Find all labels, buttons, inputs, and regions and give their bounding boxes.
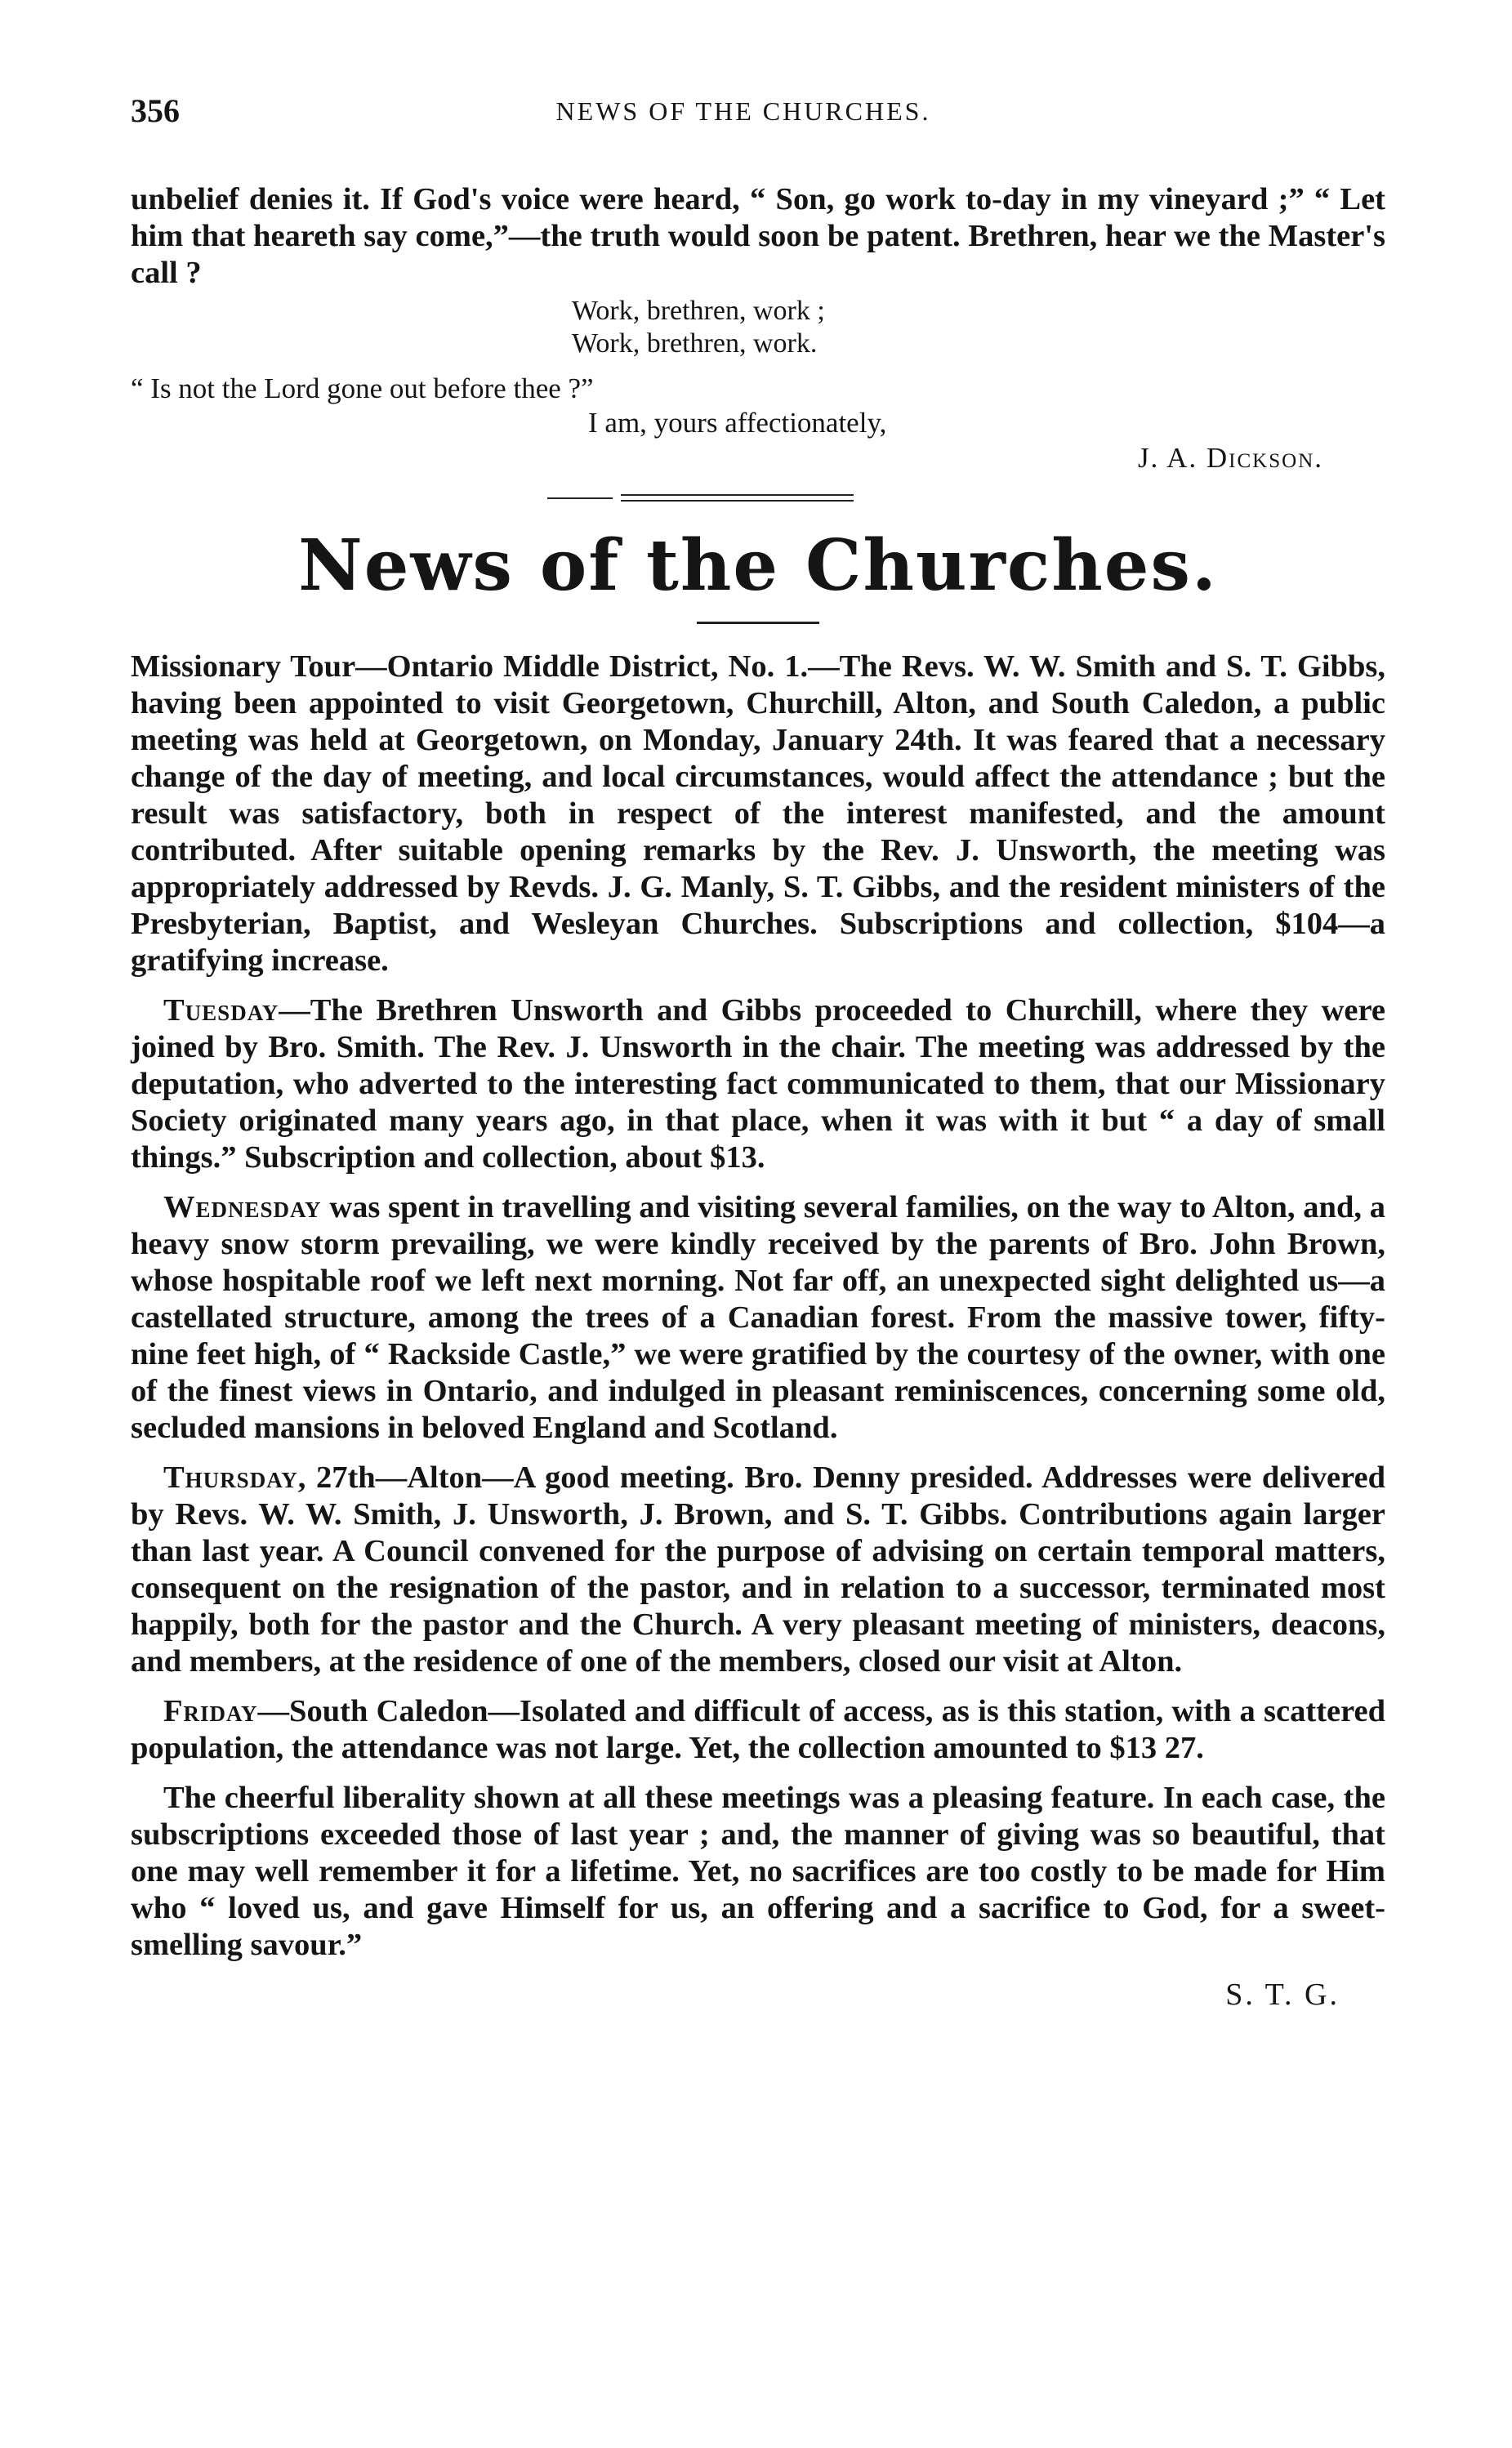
section-divider xyxy=(131,494,1385,502)
running-head: NEWS OF THE CHURCHES. xyxy=(555,96,931,126)
article-lead: Wednesday xyxy=(163,1190,322,1224)
article-paragraph xyxy=(131,649,1385,979)
article-paragraph xyxy=(131,1189,1385,1447)
letter-paragraph: unbelief denies it. If God's voice were heard, “ Son, go work to-day in my vineyard ;” “ Let him that heareth say come,”—the truth would soon be patent. Brethren, hear we the Master's call ? xyxy=(131,182,1385,290)
article-lead: Tuesday xyxy=(163,993,279,1028)
article-signature: S. T. G. xyxy=(1225,1978,1340,2012)
article-text: —The Revs. W. W. Smith and S. T. Gibbs, having been appointed to visit Georgetown, Churchill, Alton, and South Caledon, a public meeting was held at Georgetown, on Monday, January 24th. It was feared that a necessary change of the day of meeting, and local circumstances, would affect the attendance ; but the result was satisfactory, both in respect of the interest manifested, and the amount contributed. After suitable opening remarks by the Rev. J. Unsworth, the meeting was appropriately addressed by Revds. J. G. Manly, S. T. Gibbs, and the resident ministers of the Presbyterian, Baptist, and Wesleyan Churches. Subscriptions and collection, $104—a gratifying increase. xyxy=(131,649,1385,978)
article-text: —The Brethren Unsworth and Gibbs proceeded to Churchill, where they were joined by Bro. Smith. The Rev. J. Unsworth in the chair. The meeting was addressed by the deputation, who adverted to the interesting fact communicated to them, that our Missionary Society originated many years ago, in that place, when it was with it but “ a day of small things.” Subscription and collection, about $13. xyxy=(131,993,1385,1175)
article-text: was spent in travelling and visiting several families, on the way to Alton, and, a heavy snow storm prevailing, we were kindly received by the parents of Bro. John Brown, whose hospitable roof we left next morning. Not far off, an unexpected sight delighted us—a castellated structure, among the trees of a Canadian forest. From the massive tower, fifty-nine feet high, of “ Rackside Castle,” we were gratified by the courtesy of the owner, with one of the finest views in Ontario, and indulged in pleasant reminiscences, concerning some old, secluded mansions in beloved England and Scotland. xyxy=(131,1190,1385,1445)
article-lead: Missionary Tour—Ontario Middle District, No. 1. xyxy=(131,649,809,684)
letter-signature: J. A. Dickson. xyxy=(1137,442,1323,474)
section-title: News of the Churches. xyxy=(298,524,1218,607)
poem-line: Work, brethren, work. xyxy=(572,328,818,359)
article-text: The cheerful liberality shown at all these meetings was a pleasing feature. In each case, the subscriptions exceeded those of last year ; and, the manner of giving was so beautiful, that one may well remember it for a lifetime. Yet, no sacrifices are too costly to be made for Him who “ loved us, and gave Himself for us, an offering and a sacrifice to God, for a sweet-smelling savour.” xyxy=(131,1781,1385,1962)
article-lead: Friday xyxy=(163,1694,258,1728)
article-text: —South Caledon—Isolated and difficult of access, as is this station, with a scattered population, the attendance was not large. Yet, the collection amounted to $13 27. xyxy=(131,1694,1385,1765)
article-text: , 27th—Alton—A good meeting. Bro. Denny presided. Addresses were delivered by Revs. W. W. Smith, J. Unsworth, J. Brown, and S. T. Gibbs. Contributions again larger than last year. A Council convened for the purpose of advising on certain temporal matters, consequent on the resignation of the pastor, and in relation to a successor, terminated most happily, both for the pastor and the Church. A very pleasant meeting of ministers, deacons, and members, at the residence of one of the members, closed our visit at Alton. xyxy=(131,1460,1385,1679)
page-number: 356 xyxy=(131,92,180,129)
article-lead: Thursday xyxy=(163,1460,298,1495)
article-paragraph xyxy=(131,1460,1385,1680)
letter-closing: I am, yours affectionately, xyxy=(588,407,887,439)
scripture-quote: “ Is not the Lord gone out before thee ?” xyxy=(131,372,594,404)
poem-line: Work, brethren, work ; xyxy=(572,296,825,326)
page-header xyxy=(131,91,1389,140)
poem xyxy=(572,295,1385,360)
page-content xyxy=(131,181,1385,2013)
article-paragraph xyxy=(131,1780,1385,1964)
article-paragraph xyxy=(131,1693,1385,1767)
title-rule xyxy=(697,622,819,624)
article-paragraph xyxy=(131,992,1385,1176)
